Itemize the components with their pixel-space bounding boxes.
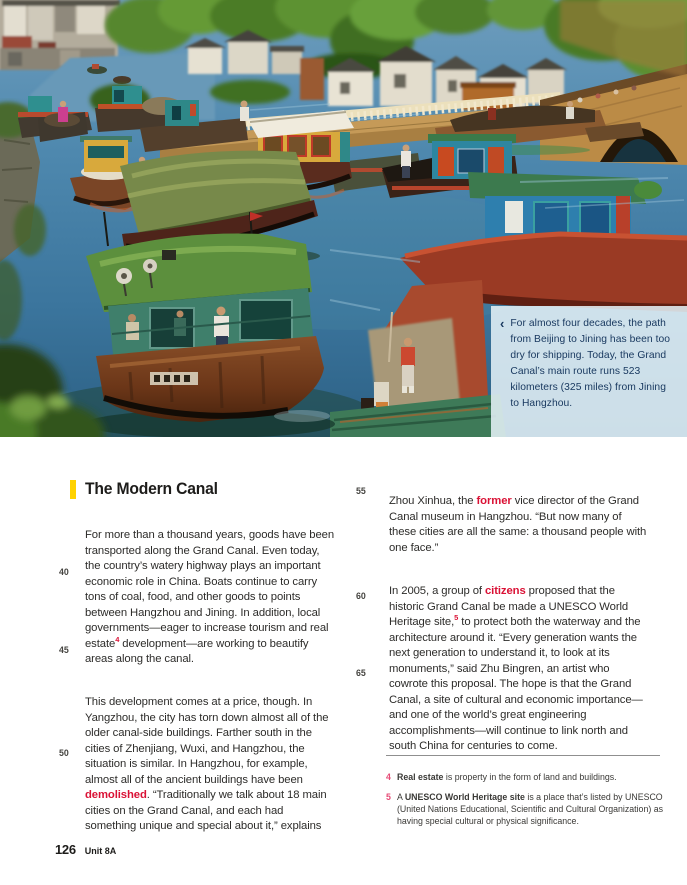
photo-caption	[491, 306, 687, 437]
footnote-ref-4: 4	[115, 635, 120, 645]
line-number-60: 60	[356, 591, 366, 601]
line-number-45: 45	[59, 645, 69, 655]
page-number: 126	[55, 842, 76, 857]
body-text: For more than a thousand years, goods have been transported along the Grand Canal. Even today, the country’s watery highway plays an important economic role in China. Boats continue to carry tons of coal, food, and other goods to points between Hangzhou and Jining. In addition, local governments—eager to increase tourism and real estate	[85, 529, 335, 650]
footnote-number: 4	[386, 771, 391, 782]
unit-label: Unit 8A	[84, 846, 117, 856]
body-text: This development comes at a price, though. In Yangzhou, the city has torn down almost all of the older canal-side buildings. Farther south in the cities of Zhenjiang, Wuxi, and Hangzhou, the situation is similar. In Hangzhou, for example, almost all of the ancient buildings have been	[85, 696, 329, 786]
footnote-text: is a place that’s listed by UNESCO (United Nations Educational, Scientific and Cultural Organization) as having special cultural or physical significance.	[397, 792, 663, 826]
body-text: Zhou Xinhua, the	[389, 495, 477, 508]
article-heading	[70, 479, 225, 500]
footnote-text: is property in the form of land and buildings.	[443, 771, 617, 782]
footnotes-divider	[386, 755, 660, 756]
footnote-term: UNESCO World Heritage site	[404, 792, 525, 803]
line-number-50: 50	[59, 748, 69, 758]
footnote-item-5	[386, 792, 665, 827]
footnote-ref-5: 5	[454, 613, 459, 623]
line-number-40: 40	[59, 567, 69, 577]
footnotes	[386, 763, 665, 830]
vocab-word-demolished: demolished	[85, 789, 147, 802]
body-text: proposed that the historic Grand Canal be made a UNESCO World Heritage site,	[389, 585, 629, 629]
body-text: development—are working to beautify areas along the canal.	[85, 637, 309, 666]
vocab-word-former: former	[476, 495, 512, 508]
line-number-55: 55	[356, 486, 366, 496]
photo-caption-text: For almost four decades, the path from Beijing to Jining has been too dry for shipping. Today, the Grand Canal’s main route runs 523 kilometers (325 miles) from Jining to Hangzhou.	[510, 318, 671, 410]
body-text: . “Traditionally we talk about 18 main cities on the Grand Canal, and each had something unique and special about it,” explains	[85, 789, 327, 833]
body-text: to protect both the waterway and the architecture around it. “Every generation wants the next generation to understand it, to look at its monuments,” said Zhu Bingren, an artist who cowrote this proposal. The hope is that the Grand Canal, a site of cultural and economic importance—and one of the world’s great engineering accomplishments—will continue to link north and south China for centuries to come.	[389, 616, 643, 753]
line-number-65: 65	[356, 668, 366, 678]
article-title: The Modern Canal	[85, 480, 218, 498]
page-footer	[55, 842, 116, 857]
canal-photo	[0, 0, 687, 437]
vocab-word-citizens: citizens	[484, 585, 526, 598]
footnote-term: Real estate	[397, 771, 444, 782]
chevron-left-icon: ‹	[500, 316, 505, 331]
body-text: In 2005, a group of	[389, 585, 485, 598]
body-text: vice director of the Grand Canal museum in Hangzhou. “But now many of these cities are all the same: a thousand people with one face.”	[389, 495, 647, 554]
paragraph-left-1	[85, 528, 337, 668]
footnote-number: 5	[386, 792, 391, 803]
footnote-lead: A	[397, 792, 405, 803]
footnote-item-4	[386, 772, 665, 784]
heading-accent-bar	[70, 480, 76, 499]
paragraph-left-2	[85, 695, 337, 835]
paragraph-right-1	[389, 494, 650, 556]
paragraph-right-2	[389, 584, 650, 755]
